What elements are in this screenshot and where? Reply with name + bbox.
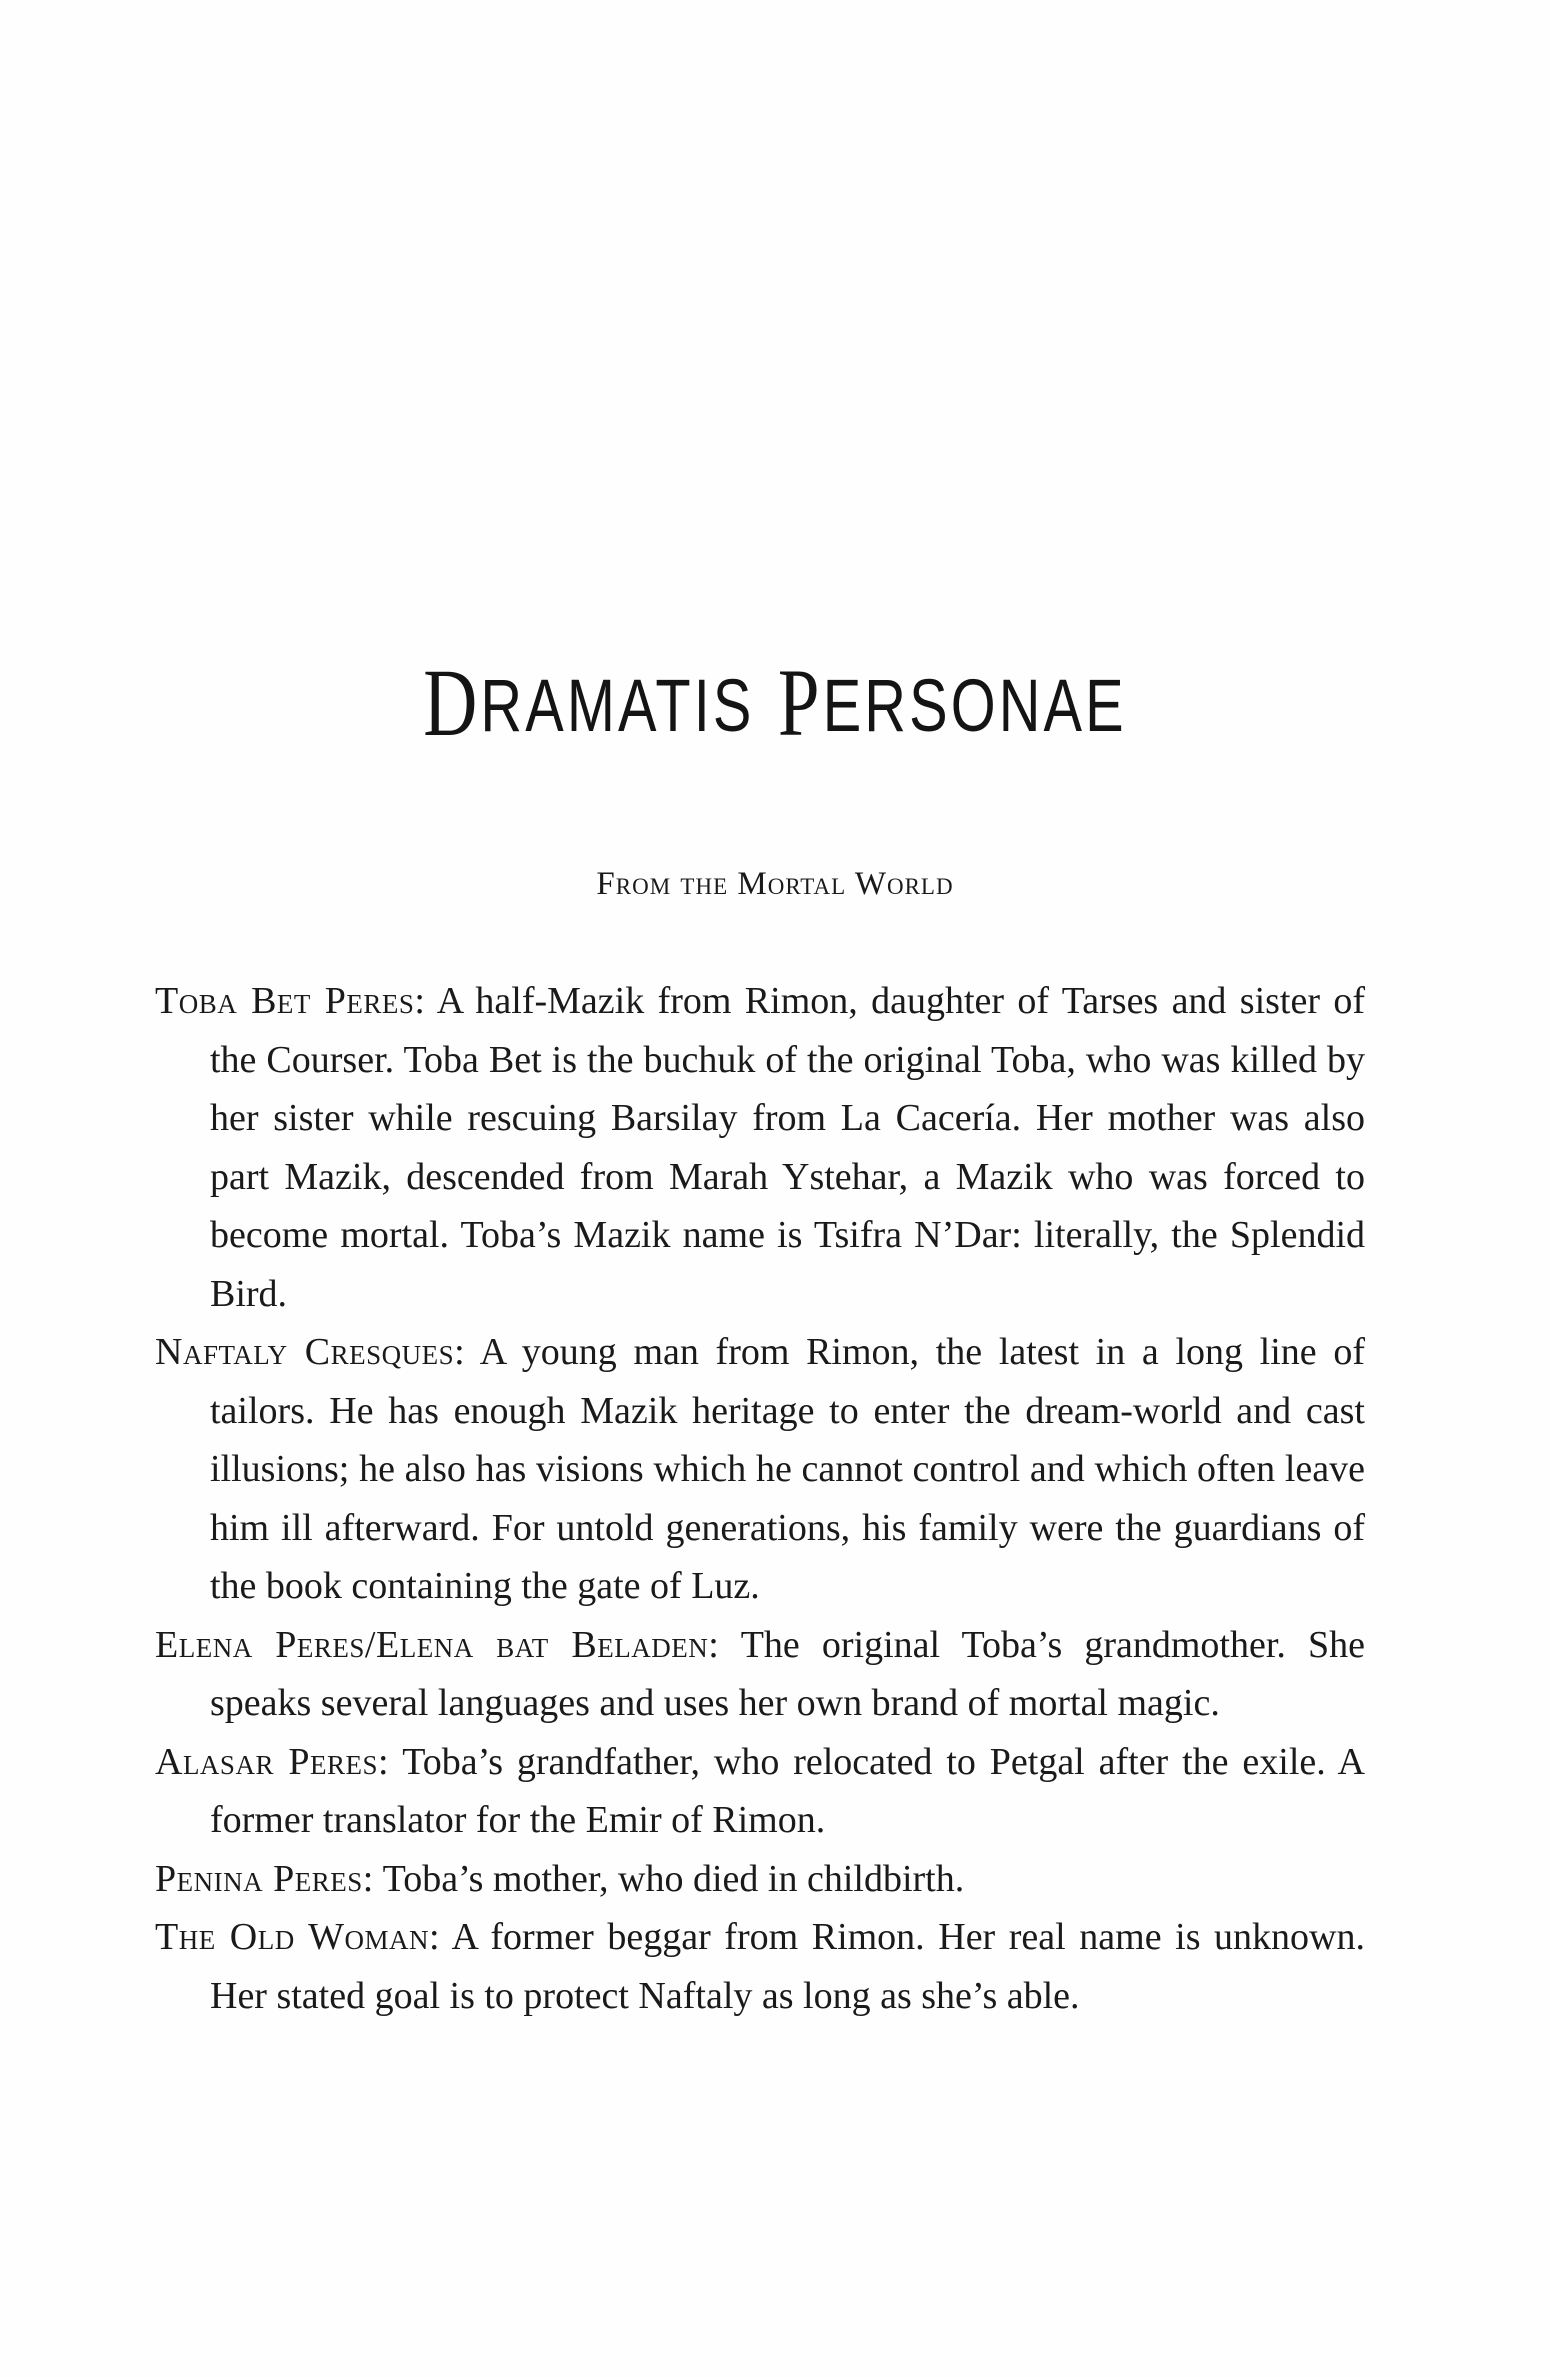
title-initial-d: D [423,649,481,756]
page-title [171,649,1380,756]
character-name: Toba Bet Peres: [155,980,426,1022]
title-initial-p: P [777,649,823,756]
character-name: Penina Peres: [155,1857,374,1900]
character-description: The original Toba’s grandmother. She speaks several languages and uses her own brand of mortal magic. [210,1623,1365,1724]
character-name: Elena Peres/Elena bat Beladen: [155,1623,720,1666]
character-description: A former beggar from Rimon. Her real name is unknown. Her stated goal is to protect Naftaly as long as she’s able. [210,1916,1365,2017]
character-entry [155,1850,1365,1909]
character-name: Naftaly Cresques: [155,1331,466,1373]
character-description: A half-Mazik from Rimon, daughter of Tarses and sister of the Courser. Toba Bet is the buchuk of the original Toba, who was killed by her sister while rescuing Barsilay from La Cacería. Her mother was also part Mazik, descended from Marah Ystehar, a Mazik who was forced to become mortal. Toba’s Mazik name is Tsifra N’Dar: literally, the Splendid Bird. [210,980,1365,1315]
character-name: The Old Woman: [155,1916,441,1958]
section-heading: From the Mortal World [596,866,954,902]
character-description: Toba’s mother, who died in childbirth. [382,1857,965,1900]
character-name: Alasar Peres: [155,1740,390,1783]
character-list [155,972,1365,2025]
character-description: Toba’s grandfather, who relocated to Petgal after the exile. A former translator for the Emir of Rimon. [210,1740,1365,1841]
character-description: A young man from Rimon, the latest in a long line of tailors. He has enough Mazik heritage to enter the dream-world and cast illusions; he also has visions which he cannot control and which often leave him ill afterward. For untold generations, his family were the guardians of the book containing the gate of Luz. [210,1331,1365,1607]
character-entry [155,1323,1365,1616]
character-entry [155,972,1365,1323]
title-word-dramatis: RAMATIS [480,664,755,747]
title-word-personae: ERSONAE [822,664,1127,747]
character-entry [155,1908,1365,2025]
character-entry [155,1616,1365,1733]
character-entry [155,1733,1365,1850]
